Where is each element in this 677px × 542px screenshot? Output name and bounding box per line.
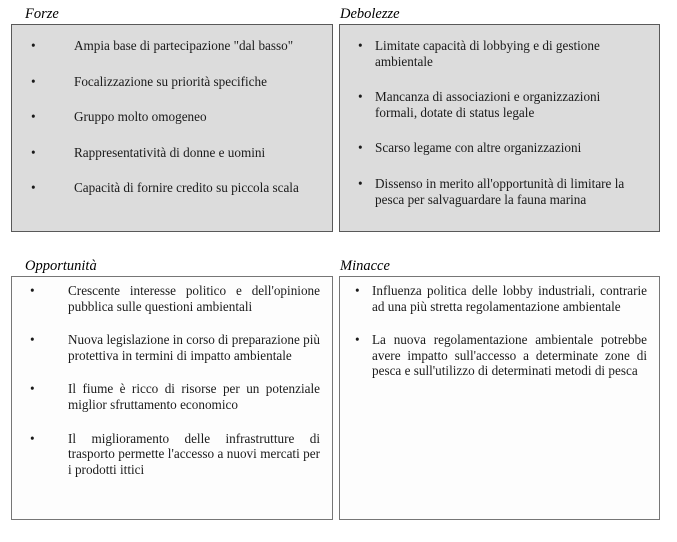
list-item <box>22 109 322 125</box>
list-item-text: Crescente interesse politico e dell'opinione pubblica sulle questioni ambientali <box>68 283 320 314</box>
list-item <box>22 38 322 54</box>
list-item-text: La nuova regolamentazione ambientale potrebbe avere impatto sull'accesso a determinate zone di pesca e sull'utilizzo di determinati metodi di pesca <box>372 332 647 379</box>
list-item-text: Influenza politica delle lobby industriali, contrarie ad una più stretta regolamentazione ambientale <box>372 283 647 314</box>
list-item <box>350 89 645 120</box>
list-item <box>350 38 645 69</box>
swot-quadrant-weaknesses <box>339 6 660 232</box>
list-item <box>22 145 322 161</box>
list-item <box>350 176 645 207</box>
bullet-icon: • <box>358 140 363 156</box>
list-item-text: Limitate capacità di lobbying e di gestione ambientale <box>375 38 600 69</box>
list-item-text: Ampia base di partecipazione "dal basso" <box>74 38 294 53</box>
swot-quadrant-opportunities <box>11 258 333 520</box>
list-item-text: Rappresentatività di donne e uomini <box>74 144 266 160</box>
list-item-text: Il miglioramento delle infrastrutture di trasporto permette l'accesso a nuovi mercati per i prodotti ittici <box>68 430 320 477</box>
list-item <box>20 431 320 478</box>
swot-quadrant-strengths <box>11 6 333 232</box>
bullet-icon: • <box>30 381 35 397</box>
bullet-icon: • <box>355 332 360 348</box>
list-item-text: Dissenso in merito all'opportunità di limitare la pesca per salvaguardare la fauna marina <box>375 175 625 207</box>
list-item <box>22 180 322 196</box>
threats-list <box>348 283 647 379</box>
list-item <box>22 74 322 90</box>
quadrant-heading-strengths: Forze <box>25 6 59 22</box>
list-item <box>20 332 320 363</box>
bullet-icon: • <box>31 180 36 196</box>
bullet-icon: • <box>30 332 35 348</box>
list-item <box>348 283 647 314</box>
quadrant-heading-weaknesses: Debolezze <box>340 6 400 22</box>
list-item-text: Gruppo molto omogeneo <box>74 109 207 125</box>
quadrant-heading-threats: Minacce <box>340 258 390 274</box>
bullet-icon: • <box>358 175 363 191</box>
bullet-icon: • <box>30 283 35 298</box>
bullet-icon: • <box>31 73 36 89</box>
bullet-icon: • <box>358 38 363 53</box>
quadrant-body-weaknesses <box>339 24 660 232</box>
list-item-text: Scarso legame con altre organizzazioni <box>375 140 582 156</box>
weaknesses-list <box>350 38 645 207</box>
bullet-icon: • <box>30 430 35 446</box>
quadrant-body-strengths <box>11 24 333 232</box>
bullet-icon: • <box>358 89 363 105</box>
quadrant-heading-opportunities: Opportunità <box>25 258 97 274</box>
list-item <box>348 332 647 379</box>
opportunities-list <box>20 283 320 477</box>
list-item-text: Focalizzazione su priorità specifiche <box>74 73 267 89</box>
list-item-text: Nuova legislazione in corso di preparazione più protettiva in termini di impatto ambientale <box>68 332 320 363</box>
bullet-icon: • <box>31 38 36 53</box>
list-item <box>20 381 320 412</box>
quadrant-body-opportunities <box>11 276 333 520</box>
list-item-text: Capacità di fornire credito su piccola scala <box>74 180 299 196</box>
list-item <box>350 140 645 156</box>
bullet-icon: • <box>355 283 360 298</box>
list-item-text: Mancanza di associazioni e organizzazioni formali, dotate di status legale <box>375 89 601 120</box>
bullet-icon: • <box>31 144 36 160</box>
strengths-list <box>22 38 322 196</box>
bullet-icon: • <box>31 109 36 125</box>
list-item-text: Il fiume è ricco di risorse per un potenziale miglior sfruttamento economico <box>68 381 320 412</box>
quadrant-body-threats <box>339 276 660 520</box>
swot-quadrant-threats <box>339 258 660 520</box>
list-item <box>20 283 320 314</box>
